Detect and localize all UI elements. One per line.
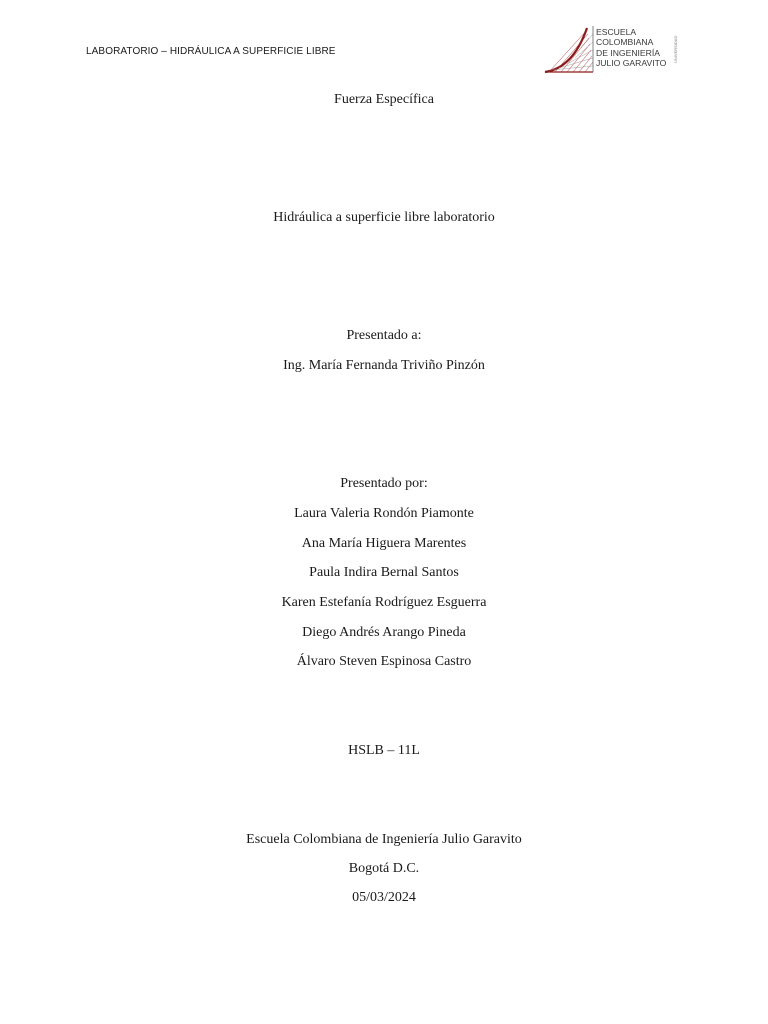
author-name: Ana María Higuera Marentes <box>301 536 467 551</box>
author-name: Álvaro Steven Espinosa Castro <box>296 654 472 669</box>
institution-name: Escuela Colombiana de Ingeniería Julio Garavito <box>246 832 522 847</box>
logo-line: COLOMBIANA <box>596 37 654 48</box>
presented-to-label: Presentado a: <box>346 328 422 343</box>
document-title: Fuerza Específica <box>334 92 434 107</box>
professor-name: Ing. María Fernanda Triviño Pinzón <box>283 358 485 373</box>
city: Bogotá D.C. <box>348 861 420 876</box>
author-name: Laura Valeria Rondón Piamonte <box>294 506 474 521</box>
logo-line: DE INGENIERÍA <box>596 47 660 58</box>
author-name: Karen Estefanía Rodríguez Esguerra <box>281 595 487 610</box>
presented-by-label: Presentado por: <box>340 476 428 491</box>
author-name: Paula Indira Bernal Santos <box>309 565 459 580</box>
university-logo-icon <box>543 24 595 74</box>
logo-vertical-text: UNIVERSIDAD <box>673 35 678 63</box>
logo-line: JULIO GARAVITO <box>596 58 667 69</box>
running-header: LABORATORIO – HIDRÁULICA A SUPERFICIE LIBRE <box>86 46 336 57</box>
logo-line: ESCUELA <box>596 27 637 37</box>
university-logo <box>543 24 683 76</box>
university-logo-text <box>596 27 666 69</box>
group-code: HSLB – 11L <box>348 743 420 758</box>
date: 05/03/2024 <box>352 890 416 905</box>
course-name: Hidráulica a superficie libre laboratorio <box>273 210 495 225</box>
author-name: Diego Andrés Arango Pineda <box>302 625 466 640</box>
